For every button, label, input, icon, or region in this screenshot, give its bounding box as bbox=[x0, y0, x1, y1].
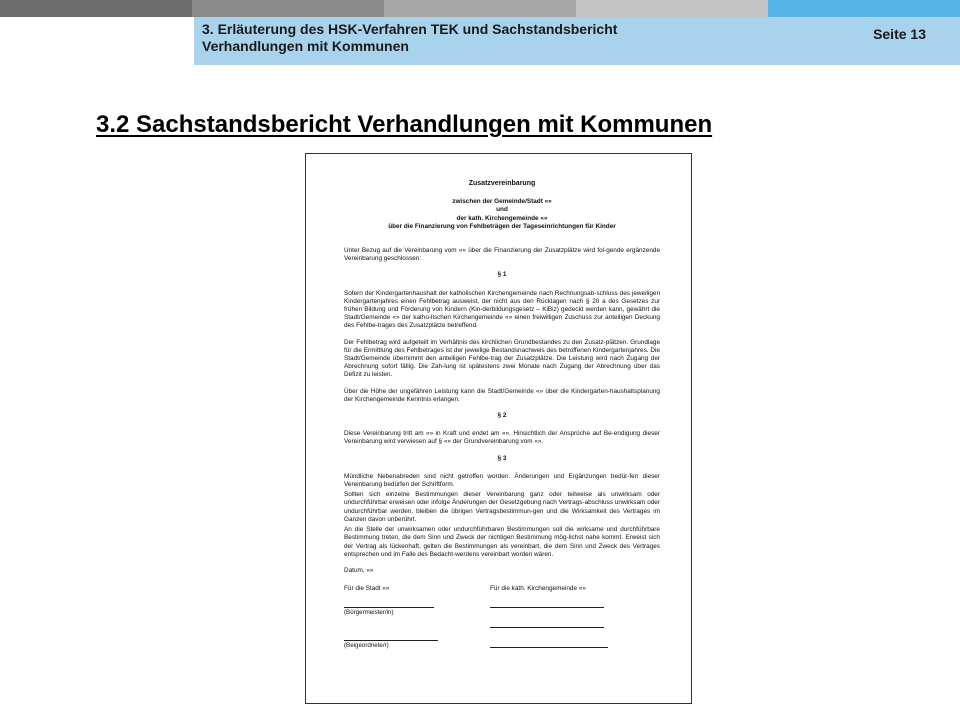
section-3-paragraph-2: Sollten sich einzelne Bestimmungen dieser Vereinbarung ganz oder teilweise als unwirksam oder undurchführbar erweisen oder infolge Änderungen der Gesetzgebung nach Vertrags-abschluss unwirksam oder undurchführbar werden, bleiben die übrigen Vertragsbestimmun-gen und die Wirksamkeit des Vertrages im Ganzen davon unberührt. bbox=[344, 491, 660, 523]
section-1-heading: § 1 bbox=[497, 271, 507, 279]
signature-left bbox=[344, 585, 474, 650]
date-line: Datum, «» bbox=[344, 566, 374, 574]
parties-line-4: über die Finanzierung von Fehlbeträgen der Tageseinrichtungen für Kinder bbox=[388, 222, 616, 230]
signature-right-title: Für die kath. Kirchengemeinde «» bbox=[490, 585, 586, 593]
parties-line-3: der kath. Kirchengemeinde «» bbox=[456, 214, 548, 222]
signature-line-mayor bbox=[344, 607, 434, 608]
parties-line-1: zwischen der Gemeinde/Stadt «» bbox=[452, 198, 552, 206]
section-1-paragraph-1: Sofern der Kindergartenhaushalt der katholischen Kirchengemeinde nach Rechnungsab-schluss des jeweiligen Kindergartenjahres einen Fehlbetrag ausweist, der nicht aus den Rücklagen nach § 20 a des Gesetzes zur frühen Bildung und Förderung von Kindern (Kin-derbildungsgesetz – KiBiz) gedeckt werden kann, gewährt die Stadt/Gemeinde «» der katho-lischen Kirchengemeinde «» einen freiwilligen Zuschuss zur anteiligen Deckung des Fehlbe-trages des Zusatzplätze betreffend. bbox=[344, 289, 660, 330]
signature-line-deputy bbox=[344, 640, 438, 641]
header-stripe-4 bbox=[576, 0, 768, 17]
embedded-document bbox=[305, 153, 692, 704]
signature-line-church-1 bbox=[490, 607, 604, 608]
document-heading: Zusatzvereinbarung bbox=[468, 180, 536, 187]
signature-block bbox=[344, 585, 660, 675]
section-3-paragraph-3: An die Stelle der unwirksamen oder undurchführbaren Bestimmungen soll die wirksame und durchführbare Bestimmung treten, die dem Sinn und Zweck der nichtigen Bestimmung mög-lichst nahe kommt. Erweist sich der Vertrag als lückenhaft, gelten die Bestimmungen als vereinbart, die dem Sinn und Zweck des Vertrages entsprechen und im Falle des Bedacht-werdens vereinbart worden wären. bbox=[344, 526, 660, 558]
signature-line-church-3 bbox=[490, 647, 608, 648]
signature-label-mayor: (Bürgermeister/in) bbox=[344, 609, 394, 617]
signature-left-title: Für die Stadt «» bbox=[344, 585, 390, 593]
section-3-paragraph-1: Mündliche Nebenabreden sind nicht getroffen worden. Änderungen und Ergänzungen bedür-fen dieser Vereinbarung bedürfen der Schriftform. bbox=[344, 472, 660, 489]
header-stripe-2 bbox=[192, 0, 384, 17]
intro-paragraph: Unter Bezug auf die Vereinbarung vom «» über die Finanzierung der Zusatzplätze wird fol-gende ergänzende Vereinbarung geschlossen: bbox=[344, 247, 660, 263]
section-3-heading: § 3 bbox=[497, 454, 507, 462]
document-body bbox=[344, 180, 660, 675]
section-2-heading: § 2 bbox=[497, 412, 507, 420]
page-number: Seite 13 bbox=[873, 26, 926, 42]
section-2-paragraph-1: Diese Vereinbarung tritt am «» in Kraft und endet am «». Hinsichtlich der Ansprüche auf Be-endigung dieser Vereinbarung wird verwiesen auf § «» der Grundvereinbarung vom «». bbox=[344, 430, 660, 446]
section-header-title: 3. Erläuterung des HSK-Verfahren TEK und Sachstandsbericht Verhandlungen mit Kommunen bbox=[202, 21, 618, 54]
section-1-paragraph-3: Über die Höhe der ungefähren Leistung kann die Stadt/Gemeinde «» über die Kindergarten-haushaltsplanung der Kirchengemeinde Kenntnis erlangen. bbox=[344, 387, 660, 403]
header-stripe-1 bbox=[0, 0, 192, 17]
signature-label-deputy: (Beigeordnete/r) bbox=[344, 641, 389, 649]
header-stripe-5 bbox=[768, 0, 960, 17]
signature-line-church-2 bbox=[490, 627, 604, 628]
header-stripe-3 bbox=[384, 0, 576, 17]
parties-line-2: und bbox=[496, 206, 508, 214]
signature-right bbox=[490, 585, 660, 648]
page-title: 3.2 Sachstandsbericht Verhandlungen mit Kommunen bbox=[96, 111, 713, 138]
section-1-paragraph-2: Der Fehlbetrag wird aufgeteilt im Verhältnis des kirchlichen Grundbestandes zu den Zusatz-plätzen. Grundlage für die Ermittlung des Fehlbetrages ist der jeweilige Bestandsnachweis des betroffenen Kindergartenjahres. Die Stadt/Gemeinde übernimmt den anteiligen Fehlbe-trag der Zusatzplätze. Die Leistung wird nach Zugang der Abrechnung sofort fällig. Die Zah-lung ist spätestens zwei Monate nach Zugang der Abrechnung über das Defizit zu leisten. bbox=[344, 338, 660, 379]
